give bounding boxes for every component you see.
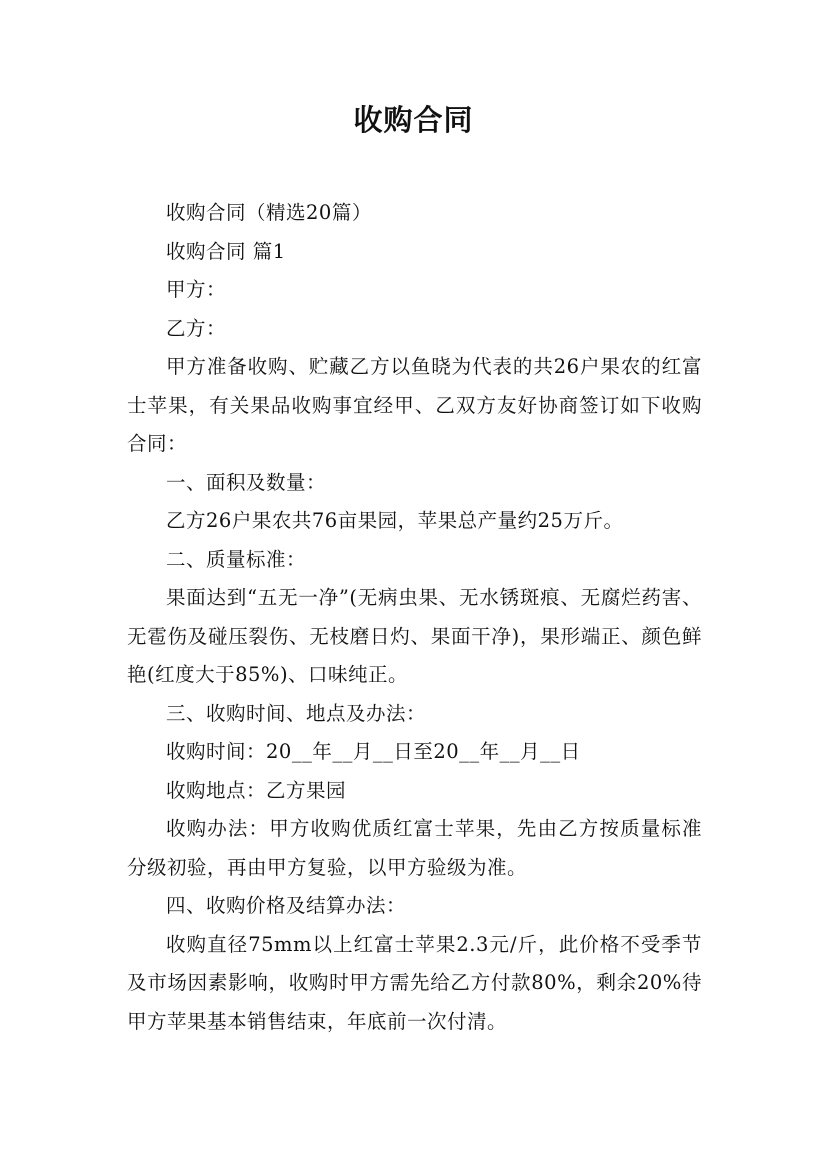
paragraph: 甲方准备收购、贮藏乙方以鱼晓为代表的共26户果农的红富士苹果，有关果品收购事宜经甲、乙双方友好协商签订如下收购合同：: [127, 355, 702, 455]
paragraph: 乙方：: [166, 316, 227, 340]
paragraph: 收购时间：20__年__月__日至20__年__月__日: [166, 740, 581, 763]
document-body: [127, 194, 702, 1041]
paragraph: 果面达到“五无一净”(无病虫果、无水锈斑痕、无腐烂药害、无雹伤及碰压裂伤、无枝磨日灼、果面干净)，果形端正、颜色鲜艳(红度大于85%)、口味纯正。: [127, 586, 702, 686]
paragraph: 收购合同（精选20篇）: [166, 201, 372, 224]
paragraph: 收购直径75mm以上红富士苹果2.3元/斤，此价格不受季节及市场因素影响，收购时甲方需先给乙方付款80%，剩余20%待甲方苹果基本销售结束，年底前一次付清。: [127, 932, 702, 1033]
document-title: 收购合同: [353, 103, 474, 137]
paragraph: 三、收购时间、地点及办法：: [166, 701, 427, 725]
paragraph: 收购地点：乙方果园: [166, 778, 347, 802]
paragraph: 一、面积及数量：: [166, 470, 327, 494]
paragraph: 乙方26户果农共76亩果园，苹果总产量约25万斤。: [166, 509, 624, 532]
paragraph: 收购办法：甲方收购优质红富士苹果，先由乙方按质量标准分级初验，再由甲方复验，以甲方验级为准。: [127, 817, 702, 879]
paragraph: 甲方：: [166, 278, 227, 301]
paragraph: 四、收购价格及结算办法：: [166, 894, 407, 917]
paragraph: 收购合同 篇1: [166, 239, 286, 263]
paragraph: 二、质量标准：: [166, 547, 307, 571]
